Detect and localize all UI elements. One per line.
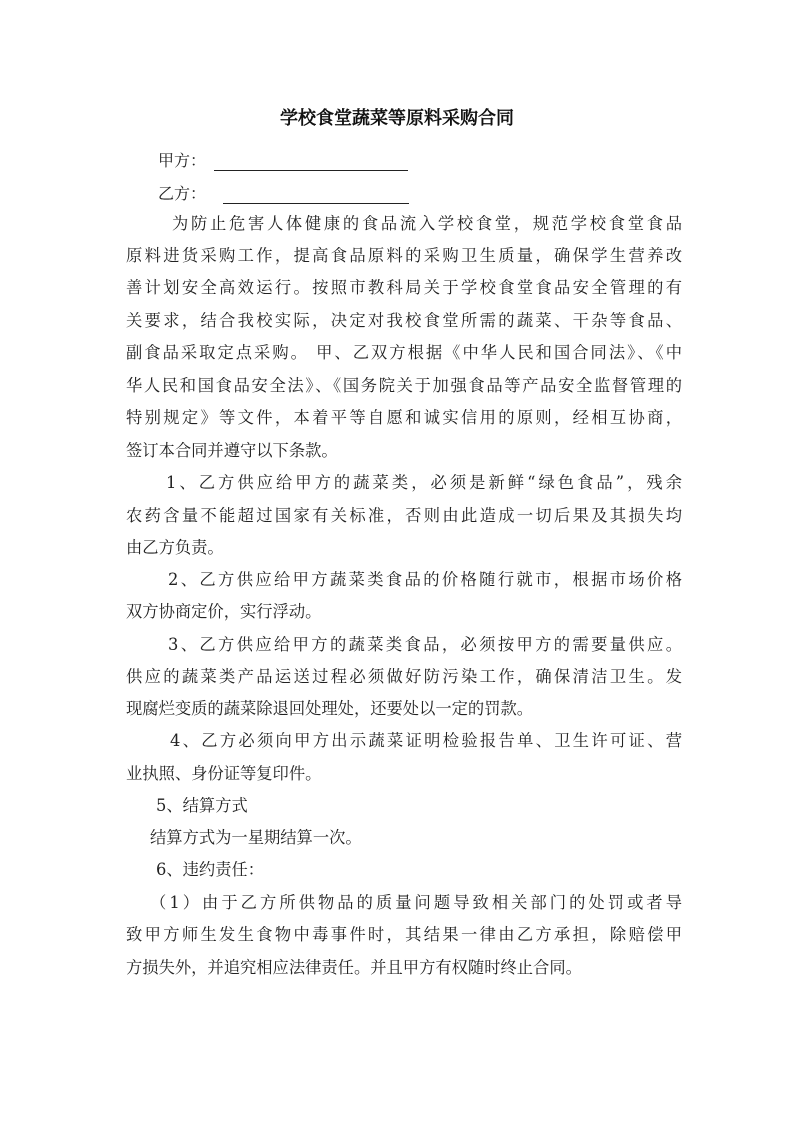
body-line: 双方协商定价，实行浮动。 — [126, 602, 322, 621]
body-line: 2、乙方供应给甲方蔬菜类食品的价格随行就市，根据市场价格 — [168, 570, 682, 589]
party-a-field — [158, 148, 408, 171]
body-line: 华人民和国食品安全法》、《国务院关于加强食品等产品安全监督管理的 — [126, 376, 682, 395]
body-line: 方损失外，并追究相应法律责任。并且甲方有权随时终止合同。 — [126, 958, 582, 977]
body-line: 签订本合同并遵守以下条款。 — [126, 441, 338, 460]
body-line: 业执照、身份证等复印件。 — [126, 764, 322, 783]
body-line: 1、乙方供应给甲方的蔬菜类，必须是新鲜“绿色食品”，残余 — [166, 473, 682, 492]
body-line: 6、违约责任： — [156, 860, 265, 879]
party-a-blank — [214, 152, 408, 171]
body-line: 现腐烂变质的蔬菜除退回处理处，还要处以一定的罚款。 — [126, 699, 534, 718]
body-line: 关要求，结合我校实际，决定对我校食堂所需的蔬菜、干杂等食品、 — [126, 311, 682, 330]
body-line: 5、结算方式 — [156, 796, 248, 815]
party-b-field — [158, 181, 409, 204]
body-line: 致甲方师生发生食物中毒事件时，其结果一律由乙方承担，除赔偿甲 — [126, 925, 682, 944]
body-line: 4、乙方必须向甲方出示蔬菜证明检验报告单、卫生许可证、营 — [170, 731, 682, 750]
document-title: 学校食堂蔬菜等原料采购合同 — [280, 108, 514, 129]
body-line: 3、乙方供应给甲方的蔬菜类食品，必须按甲方的需要量供应。 — [168, 635, 682, 654]
body-line: 特别规定》等文件，本着平等自愿和诚实信用的原则，经相互协商， — [126, 408, 682, 427]
body-line: 农药含量不能超过国家有关标准，否则由此造成一切后果及其损失均 — [126, 506, 682, 525]
body-line: 结算方式为一星期结算一次。 — [150, 828, 362, 847]
body-line: 副食品采取定点采购。 甲、乙双方根据《中华人民和国合同法》、《中 — [126, 343, 682, 362]
body-line: 为防止危害人体健康的食品流入学校食堂，规范学校食堂食品 — [172, 214, 682, 233]
party-b-blank — [223, 185, 409, 204]
party-a-label: 甲方： — [158, 151, 207, 170]
body-line: 供应的蔬菜类产品运送过程必须做好防污染工作，确保清洁卫生。发 — [126, 667, 682, 686]
body-line: （1）由于乙方所供物品的质量问题导致相关部门的处罚或者导 — [150, 893, 682, 912]
party-b-label: 乙方： — [158, 184, 207, 203]
body-line: 原料进货采购工作，提高食品原料的采购卫生质量，确保学生营养改 — [126, 246, 682, 265]
body-line: 善计划安全高效运行。按照市教科局关于学校食堂食品安全管理的有 — [126, 278, 682, 297]
body-line: 由乙方负责。 — [126, 538, 224, 557]
